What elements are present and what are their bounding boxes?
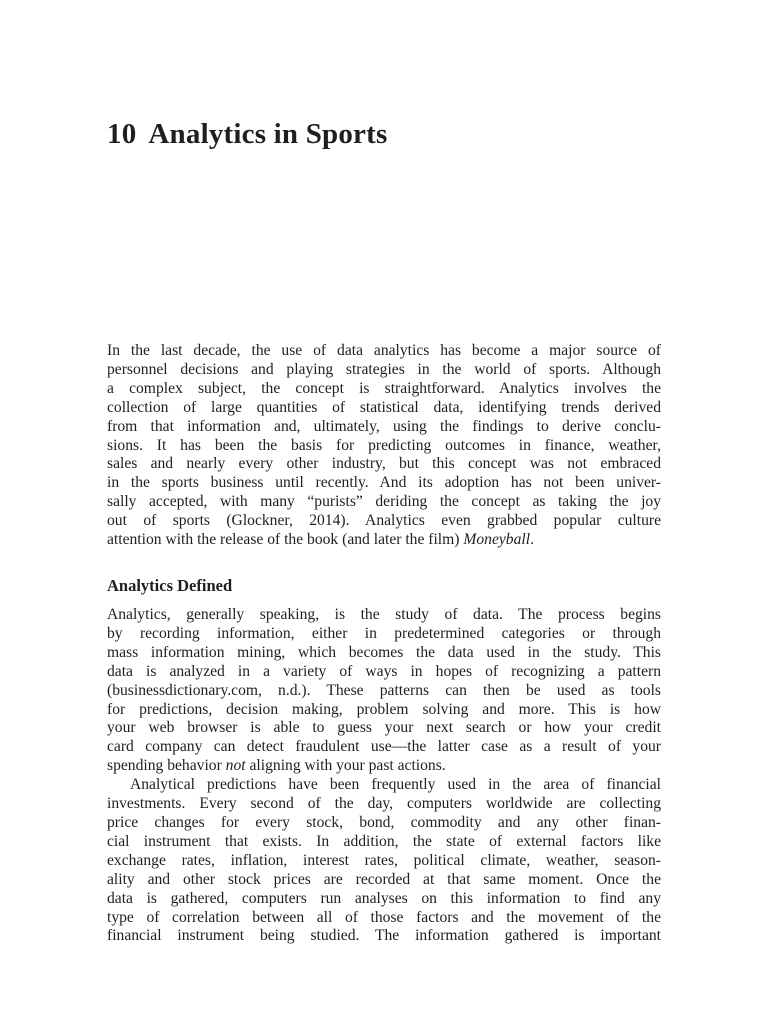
text-line: mass information mining, which becomes the data used in the study. This xyxy=(107,643,661,661)
text-line: a complex subject, the concept is straightforward. Analytics involves the xyxy=(107,379,661,397)
section-paragraph-1 xyxy=(107,606,661,776)
text-line: ality and other stock prices are recorded at that same moment. Once the xyxy=(107,870,661,888)
text-line: type of correlation between all of those factors and the movement of the xyxy=(107,908,661,926)
chapter-number: 10 xyxy=(107,118,137,150)
text-run: attention with the release of the book (and later the film) xyxy=(107,531,464,549)
text-line: sions. It has been the basis for predicting outcomes in finance, weather, xyxy=(107,436,661,454)
text-line: exchange rates, inflation, interest rates, political climate, weather, season- xyxy=(107,851,661,869)
text-line: by recording information, either in predetermined categories or through xyxy=(107,624,661,642)
text-line: price changes for every stock, bond, commodity and any other finan- xyxy=(107,813,661,831)
text-line: your web browser is able to guess your next search or how your credit xyxy=(107,719,661,737)
text-line: from that information and, ultimately, using the findings to derive conclu- xyxy=(107,417,661,435)
text-line: data is gathered, computers run analyses on this information to find any xyxy=(107,889,661,907)
text-line: card company can detect fraudulent use—the latter case as a result of your xyxy=(107,738,661,756)
text-line: cial instrument that exists. In addition, the state of external factors like xyxy=(107,832,661,850)
text-line: out of sports (Glockner, 2014). Analytics even grabbed popular culture xyxy=(107,512,661,530)
text-line: in the sports business until recently. And its adoption has not been univer- xyxy=(107,474,661,492)
text-line: data is analyzed in a variety of ways in hopes of recognizing a pattern xyxy=(107,662,661,680)
text-line: Analytical predictions have been frequently used in the area of financial xyxy=(130,776,661,794)
text-line: investments. Every second of the day, computers worldwide are collecting xyxy=(107,795,661,813)
text-line: (businessdictionary.com, n.d.). These patterns can then be used as tools xyxy=(107,681,661,699)
text-line: Analytics, generally speaking, is the study of data. The process begins xyxy=(107,606,661,623)
text-line: personnel decisions and playing strategies in the world of sports. Although xyxy=(107,360,661,378)
text-line: for predictions, decision making, problem solving and more. This is how xyxy=(107,700,661,718)
chapter-title xyxy=(107,118,387,151)
section-paragraph-2 xyxy=(107,776,661,946)
chapter-title-text: Analytics in Sports xyxy=(148,118,388,150)
intro-paragraph xyxy=(107,342,661,550)
section-heading: Analytics Defined xyxy=(107,576,233,595)
text-line xyxy=(107,757,661,776)
emphasis-italic: not xyxy=(225,757,246,775)
text-line: sales and nearly every other industry, but this concept was not embraced xyxy=(107,455,661,473)
text-line xyxy=(107,531,661,550)
book-title-italic: Moneyball xyxy=(463,531,531,549)
section-analytics-defined xyxy=(107,576,661,946)
text-line: collection of large quantities of statistical data, identifying trends derived xyxy=(107,398,661,416)
text-run: . xyxy=(530,531,534,549)
text-run: aligning with your past actions. xyxy=(245,757,446,775)
text-line: In the last decade, the use of data analytics has become a major source of xyxy=(107,342,661,359)
text-line: financial instrument being studied. The information gathered is important xyxy=(107,927,661,945)
text-run: spending behavior xyxy=(107,757,226,775)
text-line: sally accepted, with many “purists” deriding the concept as taking the joy xyxy=(107,493,661,511)
